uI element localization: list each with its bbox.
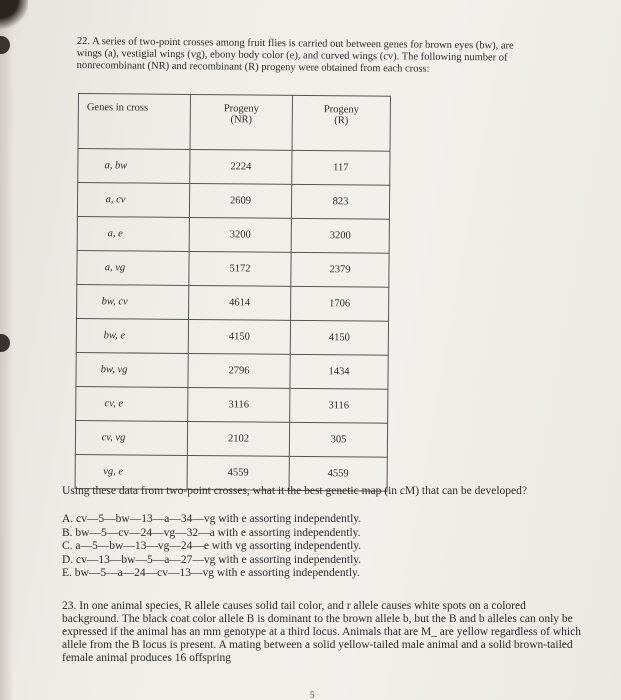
nr-cell: 4614 [189, 285, 291, 320]
table-row [77, 250, 389, 287]
answer-options [62, 513, 361, 581]
crosses-table [75, 93, 391, 492]
nr-cell: 4150 [188, 319, 290, 354]
genes-cell: cv, vg [75, 420, 187, 455]
header-nr-line2: (NR) [230, 114, 253, 126]
r-cell: 4559 [289, 456, 387, 491]
genes-cell: a, vg [77, 250, 189, 285]
r-cell: 1706 [291, 286, 389, 321]
option-c: C. a—5—bw—13—vg—24—e with vg assorting independently. [62, 540, 362, 552]
r-cell: 1434 [290, 354, 388, 389]
r-cell: 117 [292, 150, 390, 185]
header-progeny-r [292, 95, 390, 151]
header-genes: Genes in cross [78, 94, 190, 150]
nr-cell: 2224 [190, 149, 292, 184]
genes-cell: bw, cv [77, 284, 189, 319]
table-row [76, 386, 388, 423]
r-cell: 3200 [291, 218, 389, 253]
r-cell: 305 [289, 422, 387, 457]
header-nr-line1: Progeny [223, 103, 259, 115]
r-cell: 2379 [291, 252, 389, 287]
table-row [77, 216, 389, 253]
nr-cell: 2609 [189, 183, 291, 218]
header-r-line1: Progeny [323, 104, 359, 116]
nr-cell: 3116 [188, 387, 290, 422]
table-row [76, 318, 388, 355]
table-row [76, 352, 388, 389]
option-d: D. cv—13—bw—5—a—27—vg with e assorting independently. [62, 553, 362, 566]
table-row [77, 183, 389, 220]
header-r-line2: (R) [334, 115, 349, 127]
option-a: A. cv—5—bw—13—a—34—vg with e assorting independently. [62, 513, 362, 525]
nr-cell: 3200 [189, 217, 291, 252]
r-cell: 4150 [290, 320, 388, 355]
genes-cell: a, e [77, 216, 189, 251]
r-cell: 823 [291, 184, 389, 219]
page-footer-mark: 5 [310, 690, 315, 700]
genes-cell: bw, e [76, 318, 188, 353]
table-header-row [78, 94, 390, 152]
nr-cell: 4559 [187, 455, 289, 490]
header-progeny-nr [190, 94, 292, 150]
table-row [78, 149, 390, 186]
genes-cell: cv, e [76, 386, 188, 421]
question-22-intro: 22. A series of two-point crosses among fruit flies is carried out between genes for brown eyes (bw), are wings (a), vestigial wings (vg), ebony body color (e), and curved wings (cv). The following number of nonrecombinant (NR) and recombinant (R) progeny were obtained from each cross: [76, 36, 514, 75]
r-cell: 3116 [290, 388, 388, 423]
nr-cell: 2796 [188, 353, 290, 388]
table-row [77, 284, 389, 321]
option-e: E. bw—5—a—24—cv—13—vg with e assorting independently. [62, 567, 360, 579]
table-row [75, 420, 387, 457]
genes-cell: a, cv [77, 183, 189, 218]
nr-cell: 5172 [189, 251, 291, 286]
genes-cell: vg, e [75, 454, 187, 489]
question-23-text: 23. In one animal species, R allele causes solid tail color, and r allele causes white spots on a colored background. The black coat color allele B is dominant to the brown allele b, but the B and b alleles can only be expressed if the animal has an mm genotype at a third locus. Animals that are M_ are yellow regardless of which allele from the B locus is present. A mating between a solid yellow-tailed male animal and a solid brown-tailed female animal produces 16 offspring [62, 600, 581, 664]
page-corner-shadow [0, 0, 28, 32]
nr-cell: 2102 [187, 421, 289, 456]
option-b: B. bw—5—cv—24—vg—32—a with e assorting independently. [62, 526, 361, 539]
genes-cell: bw, vg [76, 352, 188, 387]
genes-cell: a, bw [78, 149, 190, 184]
question-22-prompt: Using these data from two-point crosses, what it the best genetic map (in cM) that can be developed? [62, 485, 527, 497]
